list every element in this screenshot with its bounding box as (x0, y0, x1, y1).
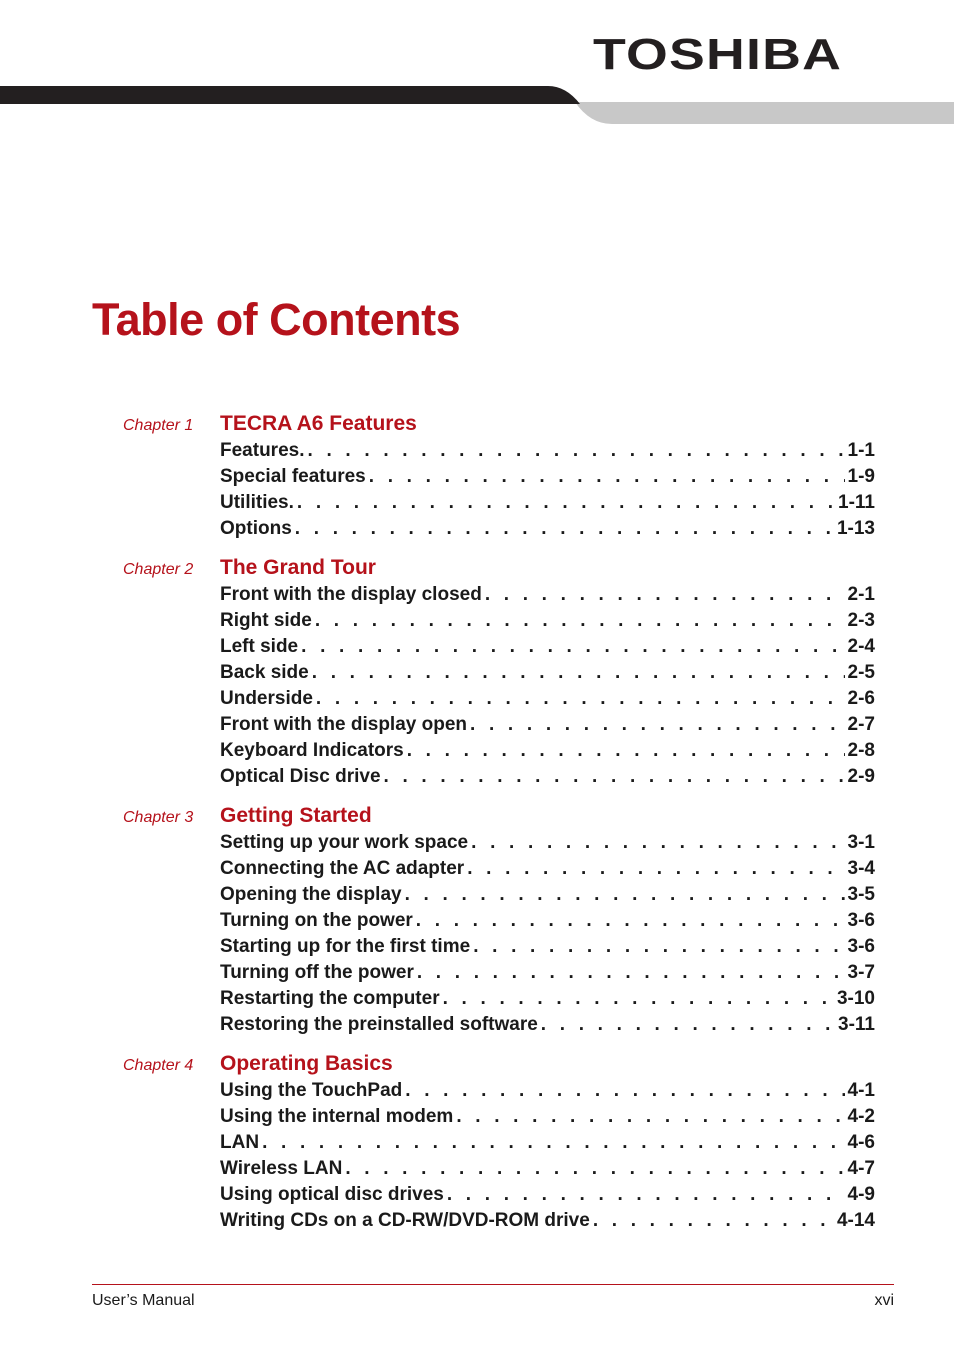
toc-entry[interactable] (220, 1130, 875, 1156)
dot-leader (416, 908, 845, 934)
header-band-dark (0, 86, 580, 104)
toc-page-number: 4-14 (836, 1210, 875, 1231)
toc-entry[interactable] (220, 830, 875, 856)
toc-entry-text: Right side (220, 610, 312, 631)
chapter-title[interactable]: TECRA A6 Features (220, 412, 417, 435)
dot-leader (369, 464, 845, 490)
dot-leader (593, 1208, 834, 1234)
toc-page-number: 2-9 (847, 766, 875, 787)
toc-entry[interactable] (220, 1182, 875, 1208)
toc-page-number: 3-1 (847, 832, 875, 853)
toc-entry[interactable] (220, 960, 875, 986)
toc-entry[interactable] (220, 934, 875, 960)
dot-leader (447, 1182, 845, 1208)
toc-page-number: 4-7 (847, 1158, 875, 1179)
chapter-label: Chapter 2 (123, 561, 194, 578)
chapter-label: Chapter 3 (123, 809, 194, 826)
header-band (0, 84, 954, 126)
toc-entry[interactable] (220, 438, 875, 464)
toc-entry-text: Special features (220, 466, 366, 487)
toc-entry-text: Using the TouchPad (220, 1080, 403, 1101)
chapter-label: Chapter 1 (123, 417, 194, 434)
chapter-4 (0, 1050, 954, 1234)
toc-page-number: 2-3 (847, 610, 875, 631)
toc-entry-text: Options (220, 518, 292, 539)
toc-page-number: 2-4 (847, 636, 875, 657)
toc-page-number: 3-6 (847, 936, 875, 957)
dot-leader (315, 608, 845, 634)
toc-entry-text: Left side (220, 636, 299, 657)
toc-entry-text: Wireless LAN (220, 1158, 343, 1179)
toc-page-number: 4-1 (847, 1080, 875, 1101)
toc-entry-text: LAN (220, 1132, 260, 1153)
toc-page-number: 3-4 (847, 858, 875, 879)
toc-page-number: 2-1 (847, 584, 875, 605)
dot-leader (456, 1104, 844, 1130)
toc-entry[interactable] (220, 1208, 875, 1234)
footer-manual-title: User’s Manual (92, 1292, 195, 1309)
toc-page-number: 3-10 (836, 988, 875, 1009)
toc-entry[interactable] (220, 712, 875, 738)
toc-entry[interactable] (220, 764, 875, 790)
toc-page-number: 3-11 (838, 1014, 875, 1035)
toc-page-number: 3-5 (847, 884, 875, 905)
toc-entry-text: Turning off the power (220, 962, 414, 983)
toc-entry[interactable] (220, 582, 875, 608)
toc-entry[interactable] (220, 464, 875, 490)
chapter-label: Chapter 4 (123, 1057, 194, 1074)
chapter-3 (0, 802, 954, 1038)
toshiba-logo: TOSHIBA (593, 30, 843, 79)
toc-entry-text: Using the internal modem (220, 1106, 454, 1127)
toc-entry[interactable] (220, 882, 875, 908)
dot-leader (297, 490, 835, 516)
toc-page-number: 2-8 (847, 740, 875, 761)
toc-page-number: 2-6 (847, 688, 875, 709)
toc-page-number: 1-1 (847, 440, 875, 461)
header-band-light (575, 102, 954, 124)
toc-entry[interactable] (220, 1078, 875, 1104)
toc-page-number: 3-7 (847, 962, 875, 983)
dot-leader (301, 634, 844, 660)
footer-rule (92, 1284, 894, 1285)
dot-leader (307, 438, 844, 464)
toc-page-number: 2-7 (847, 714, 875, 735)
toc-entry[interactable] (220, 738, 875, 764)
toc-page-number: 1-11 (838, 492, 875, 513)
toc-page-number: 1-13 (836, 518, 875, 539)
toc-entry-text: Starting up for the first time (220, 936, 471, 957)
toc-entry-text: Optical Disc drive (220, 766, 381, 787)
dot-leader (262, 1130, 844, 1156)
dot-leader (417, 960, 845, 986)
toc-entry-text: Setting up your work space (220, 832, 469, 853)
chapter-title[interactable]: The Grand Tour (220, 556, 376, 579)
dot-leader (467, 856, 844, 882)
toc-entry[interactable] (220, 856, 875, 882)
toc-entry-text: Opening the display (220, 884, 402, 905)
toc-page-number: 2-5 (847, 662, 875, 683)
dot-leader (295, 516, 834, 542)
toc-entry-text: Underside (220, 688, 313, 709)
toc-entry[interactable] (220, 490, 875, 516)
dot-leader (485, 582, 845, 608)
dot-leader (470, 712, 845, 738)
dot-leader (541, 1012, 835, 1038)
toc-entry[interactable] (220, 516, 875, 542)
toc-page-number: 4-2 (847, 1106, 875, 1127)
toc-page-number: 4-9 (847, 1184, 875, 1205)
toc-entry[interactable] (220, 634, 875, 660)
dot-leader (405, 1078, 844, 1104)
dot-leader (407, 738, 845, 764)
toc-entry-text: Front with the display closed (220, 584, 482, 605)
toc-entry[interactable] (220, 1156, 875, 1182)
chapter-title[interactable]: Getting Started (220, 804, 372, 827)
toc-entry-text: Restoring the preinstalled software (220, 1014, 538, 1035)
toc-entry-text: Keyboard Indicators (220, 740, 404, 761)
chapter-2 (0, 554, 954, 790)
chapter-title[interactable]: Operating Basics (220, 1052, 393, 1075)
toc-entry-text: Connecting the AC adapter (220, 858, 465, 879)
dot-leader (473, 934, 844, 960)
toc-entry[interactable] (220, 1012, 875, 1038)
toc-entry-text: Features. (220, 440, 305, 461)
dot-leader (345, 1156, 844, 1182)
toc-entry[interactable] (220, 608, 875, 634)
toc-entry-text: Front with the display open (220, 714, 467, 735)
toc-page-number: 4-6 (847, 1132, 875, 1153)
toc-entry-text: Turning on the power (220, 910, 413, 931)
dot-leader (312, 660, 845, 686)
dot-leader (316, 686, 845, 712)
toc-entry[interactable] (220, 986, 875, 1012)
footer-page-number: xvi (874, 1292, 894, 1309)
toc-entry-text: Restarting the computer (220, 988, 440, 1009)
dot-leader (384, 764, 845, 790)
table-of-contents (0, 410, 954, 1246)
toc-entry[interactable] (220, 1104, 875, 1130)
chapter-1 (0, 410, 954, 542)
page-title: Table of Contents (92, 294, 461, 345)
dot-leader (405, 882, 845, 908)
toc-entry[interactable] (220, 660, 875, 686)
dot-leader (443, 986, 834, 1012)
toc-entry-text: Writing CDs on a CD-RW/DVD-ROM drive (220, 1210, 590, 1231)
toc-page-number: 1-9 (847, 466, 875, 487)
toc-entry[interactable] (220, 686, 875, 712)
toc-entry-text: Using optical disc drives (220, 1184, 444, 1205)
toc-entry-text: Back side (220, 662, 309, 683)
toc-entry-text: Utilities. (220, 492, 294, 513)
toc-page-number: 3-6 (847, 910, 875, 931)
toc-entry[interactable] (220, 908, 875, 934)
dot-leader (471, 830, 844, 856)
